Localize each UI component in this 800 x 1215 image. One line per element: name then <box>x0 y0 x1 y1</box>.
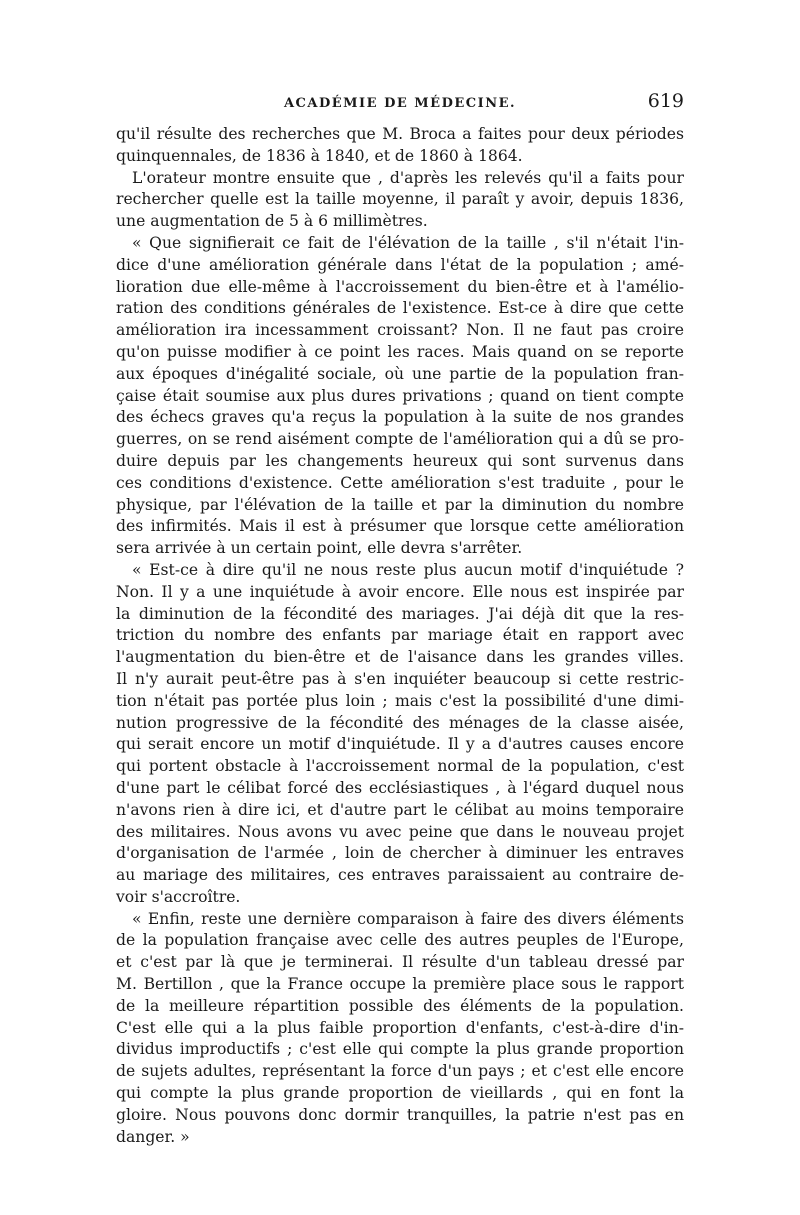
text-line: quinquennales, de 1836 à 1840, et de 1860 à 1864. <box>116 146 523 165</box>
text-line: des infirmités. Mais il est à présumer que lorsque cette amélioration <box>116 517 684 536</box>
text-line: qui portent obstacle à l'accroissement normal de la population, c'est <box>116 757 684 776</box>
text-line: « Est-ce à dire qu'il ne nous reste plus aucun motif d'inquiétude ? <box>132 560 684 579</box>
text-line: aux époques d'inégalité sociale, où une partie de la population fran- <box>116 364 684 383</box>
text-line: de la meilleure répartition possible des éléments de la population. <box>116 996 684 1015</box>
text-line: lioration due elle-même à l'accroissement du bien-être et à l'amélio- <box>116 277 684 296</box>
text-line: la diminution de la fécondité des mariages. J'ai déjà dit que la res- <box>116 604 684 623</box>
text-line: des échecs graves qu'a reçus la population à la suite de nos grandes <box>116 408 684 427</box>
text-line: M. Bertillon , que la France occupe la première place sous le rapport <box>116 975 684 994</box>
text-line: guerres, on se rend aisément compte de l'amélioration qui a dû se pro- <box>116 430 684 449</box>
text-line: qu'il résulte des recherches que M. Broca a faites pour deux périodes <box>116 125 684 143</box>
text-line: qui serait encore un motif d'inquiétude. Il y a d'autres causes encore <box>116 735 684 754</box>
text-line: dividus improductifs ; c'est elle qui compte la plus grande proportion <box>116 1040 684 1059</box>
text-line: des militaires. Nous avons vu avec peine que dans le nouveau projet <box>116 822 684 841</box>
text-line: ces conditions d'existence. Cette amélioration s'est traduite , pour le <box>116 473 684 492</box>
text-line: d'une part le célibat forcé des ecclésiastiques , à l'égard duquel nous <box>116 778 684 797</box>
text-line: nution progressive de la fécondité des ménages de la classe aisée, <box>116 713 684 732</box>
text-line: dice d'une amélioration générale dans l'état de la population ; amé- <box>116 255 684 274</box>
text-line: physique, par l'élévation de la taille et par la diminution du nombre <box>116 495 684 514</box>
text-line: qu'on puisse modifier à ce point les races. Mais quand on se reporte <box>116 342 684 361</box>
page-header <box>116 90 684 118</box>
text-line: C'est elle qui a la plus faible proportion d'enfants, c'est-à-dire d'in- <box>116 1018 684 1037</box>
text-line: triction du nombre des enfants par mariage était en rapport avec <box>116 626 684 645</box>
text-line: « Enfin, reste une dernière comparaison à faire des divers éléments <box>132 909 684 928</box>
text-line: amélioration ira incessamment croissant? Non. Il ne faut pas croire <box>116 321 684 340</box>
text-line: L'orateur montre ensuite que , d'après les relevés qu'il a faits pour <box>132 168 684 187</box>
text-line: danger. » <box>116 1127 190 1146</box>
text-line: voir s'accroître. <box>116 887 241 906</box>
text-line: duire depuis par les changements heureux qui sont survenus dans <box>116 451 684 470</box>
text-line: et c'est par là que je terminerai. Il résulte d'un tableau dressé par <box>116 953 684 972</box>
text-line: une augmentation de 5 à 6 millimètres. <box>116 212 428 231</box>
text-line: d'organisation de l'armée , loin de chercher à diminuer les entraves <box>116 844 684 863</box>
text-line: au mariage des militaires, ces entraves paraissaient au contraire de- <box>116 866 684 885</box>
text-line: sera arrivée à un certain point, elle devra s'arrêter. <box>116 539 523 558</box>
text-line: qui compte la plus grande proportion de vieillards , qui en font la <box>116 1084 684 1103</box>
text-line: de la population française avec celle des autres peuples de l'Europe, <box>116 931 684 950</box>
body-text <box>116 124 684 1148</box>
text-line: de sujets adultes, représentant la force d'un pays ; et c'est elle encore <box>116 1062 684 1081</box>
text-line: « Que signifierait ce fait de l'élévation de la taille , s'il n'était l'in- <box>132 233 684 252</box>
text-line: Non. Il y a une inquiétude à avoir encore. Elle nous est inspirée par <box>116 582 684 601</box>
text-line: Il n'y aurait peut-être pas à s'en inquiéter beaucoup si cette restric- <box>116 669 684 688</box>
text-line: çaise était soumise aux plus dures privations ; quand on tient compte <box>116 386 684 405</box>
text-line: rechercher quelle est la taille moyenne, il paraît y avoir, depuis 1836, <box>116 190 684 209</box>
running-title: ACADÉMIE DE MÉDECINE. <box>283 96 517 111</box>
page-number: 619 <box>647 90 684 112</box>
text-line: gloire. Nous pouvons donc dormir tranquilles, la patrie n'est pas en <box>116 1105 684 1124</box>
text-line: n'avons rien à dire ici, et d'autre part le célibat au moins temporaire <box>116 800 684 819</box>
text-line: l'augmentation du bien-être et de l'aisance dans les grandes villes. <box>116 648 684 667</box>
text-line: ration des conditions générales de l'existence. Est-ce à dire que cette <box>116 299 684 318</box>
text-line: tion n'était pas portée plus loin ; mais c'est la possibilité d'une dimi- <box>116 691 684 710</box>
